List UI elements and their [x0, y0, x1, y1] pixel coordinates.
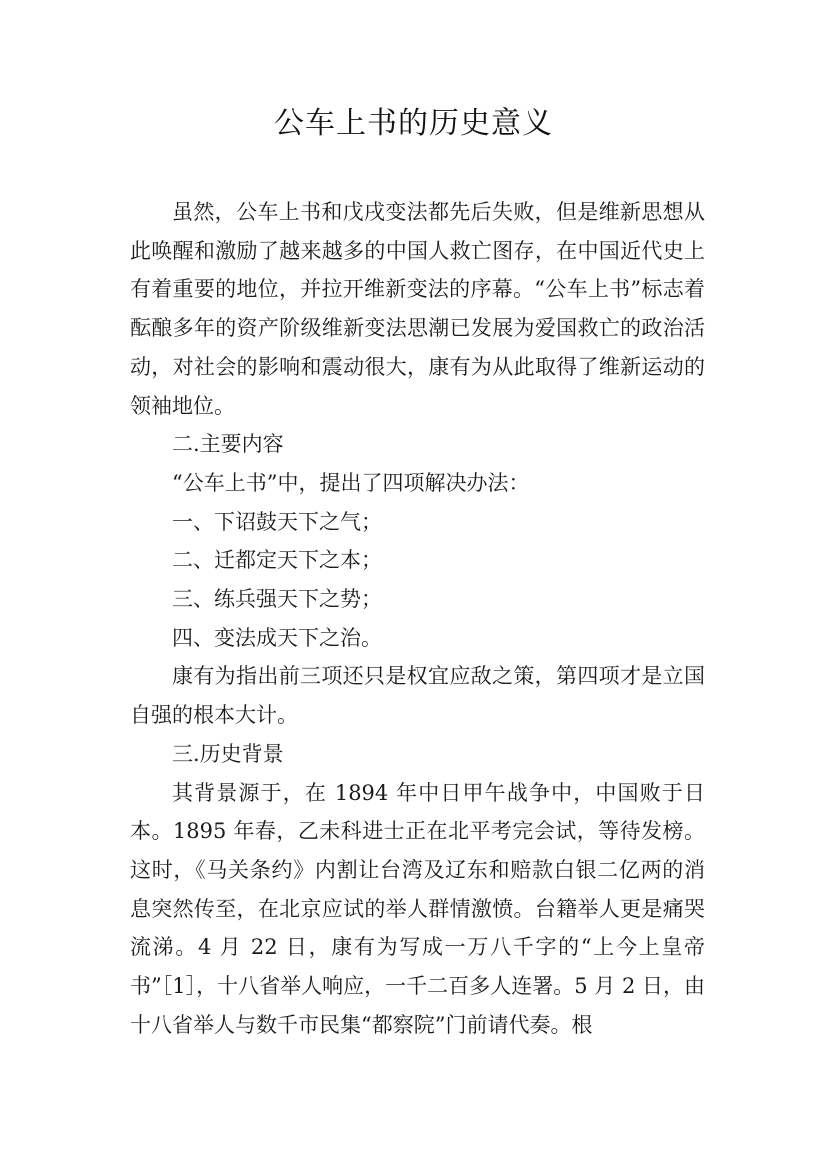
paragraph-four-methods-intro: “公车上书”中，提出了四项解决办法： — [172, 470, 530, 495]
list-item-method-3: 三、练兵强天下之势； — [172, 587, 382, 612]
paragraph-kang-analysis: 康有为指出前三项还只是权宜应敌之策，第四项才是立国自强的根本大计。 — [130, 664, 705, 728]
list-item-method-2: 二、迁都定天下之本； — [172, 548, 382, 573]
paragraph-significance: 虽然，公车上书和戊戌变法都先后失败，但是维新思想从此唤醒和激励了越来越多的中国人救亡图存，在中国近代史上有着重要的地位，并拉开维新变法的序幕。“公车上书”标志着酝酿多年的资产阶级维新变法思潮已发展为爱国救亡的政治活动，对社会的影响和震动很大，康有为从此取得了维新运动的领袖地位。 — [130, 200, 705, 418]
section-heading-main-content: 二.主要内容 — [172, 432, 284, 457]
document-body — [130, 193, 705, 1044]
section-heading-background: 三.历史背景 — [172, 741, 284, 766]
list-item-method-1: 一、下诏鼓天下之气； — [172, 509, 382, 534]
list-item-method-4: 四、变法成天下之治。 — [172, 625, 382, 650]
document-title: 公车上书的历史意义 — [274, 106, 553, 141]
paragraph-background: 其背景源于，在 1894 年中日甲午战争中，中国败于日本。1895 年春，乙未科进士正在北平考完会试，等待发榜。这时，《马关条约》内割让台湾及辽东和赔款白银二亿两的消息突然传至，在北京应试的举人群情激愤。台籍举人更是痛哭流涕。4 月 22 日，康有为写成一万八千字的“上今上皇帝书”［1］，十八省举人响应，一千二百多人连署。5 月 2 日，由十八省举人与数千市民集“都察院”门前请代奏。根 — [130, 780, 705, 1037]
